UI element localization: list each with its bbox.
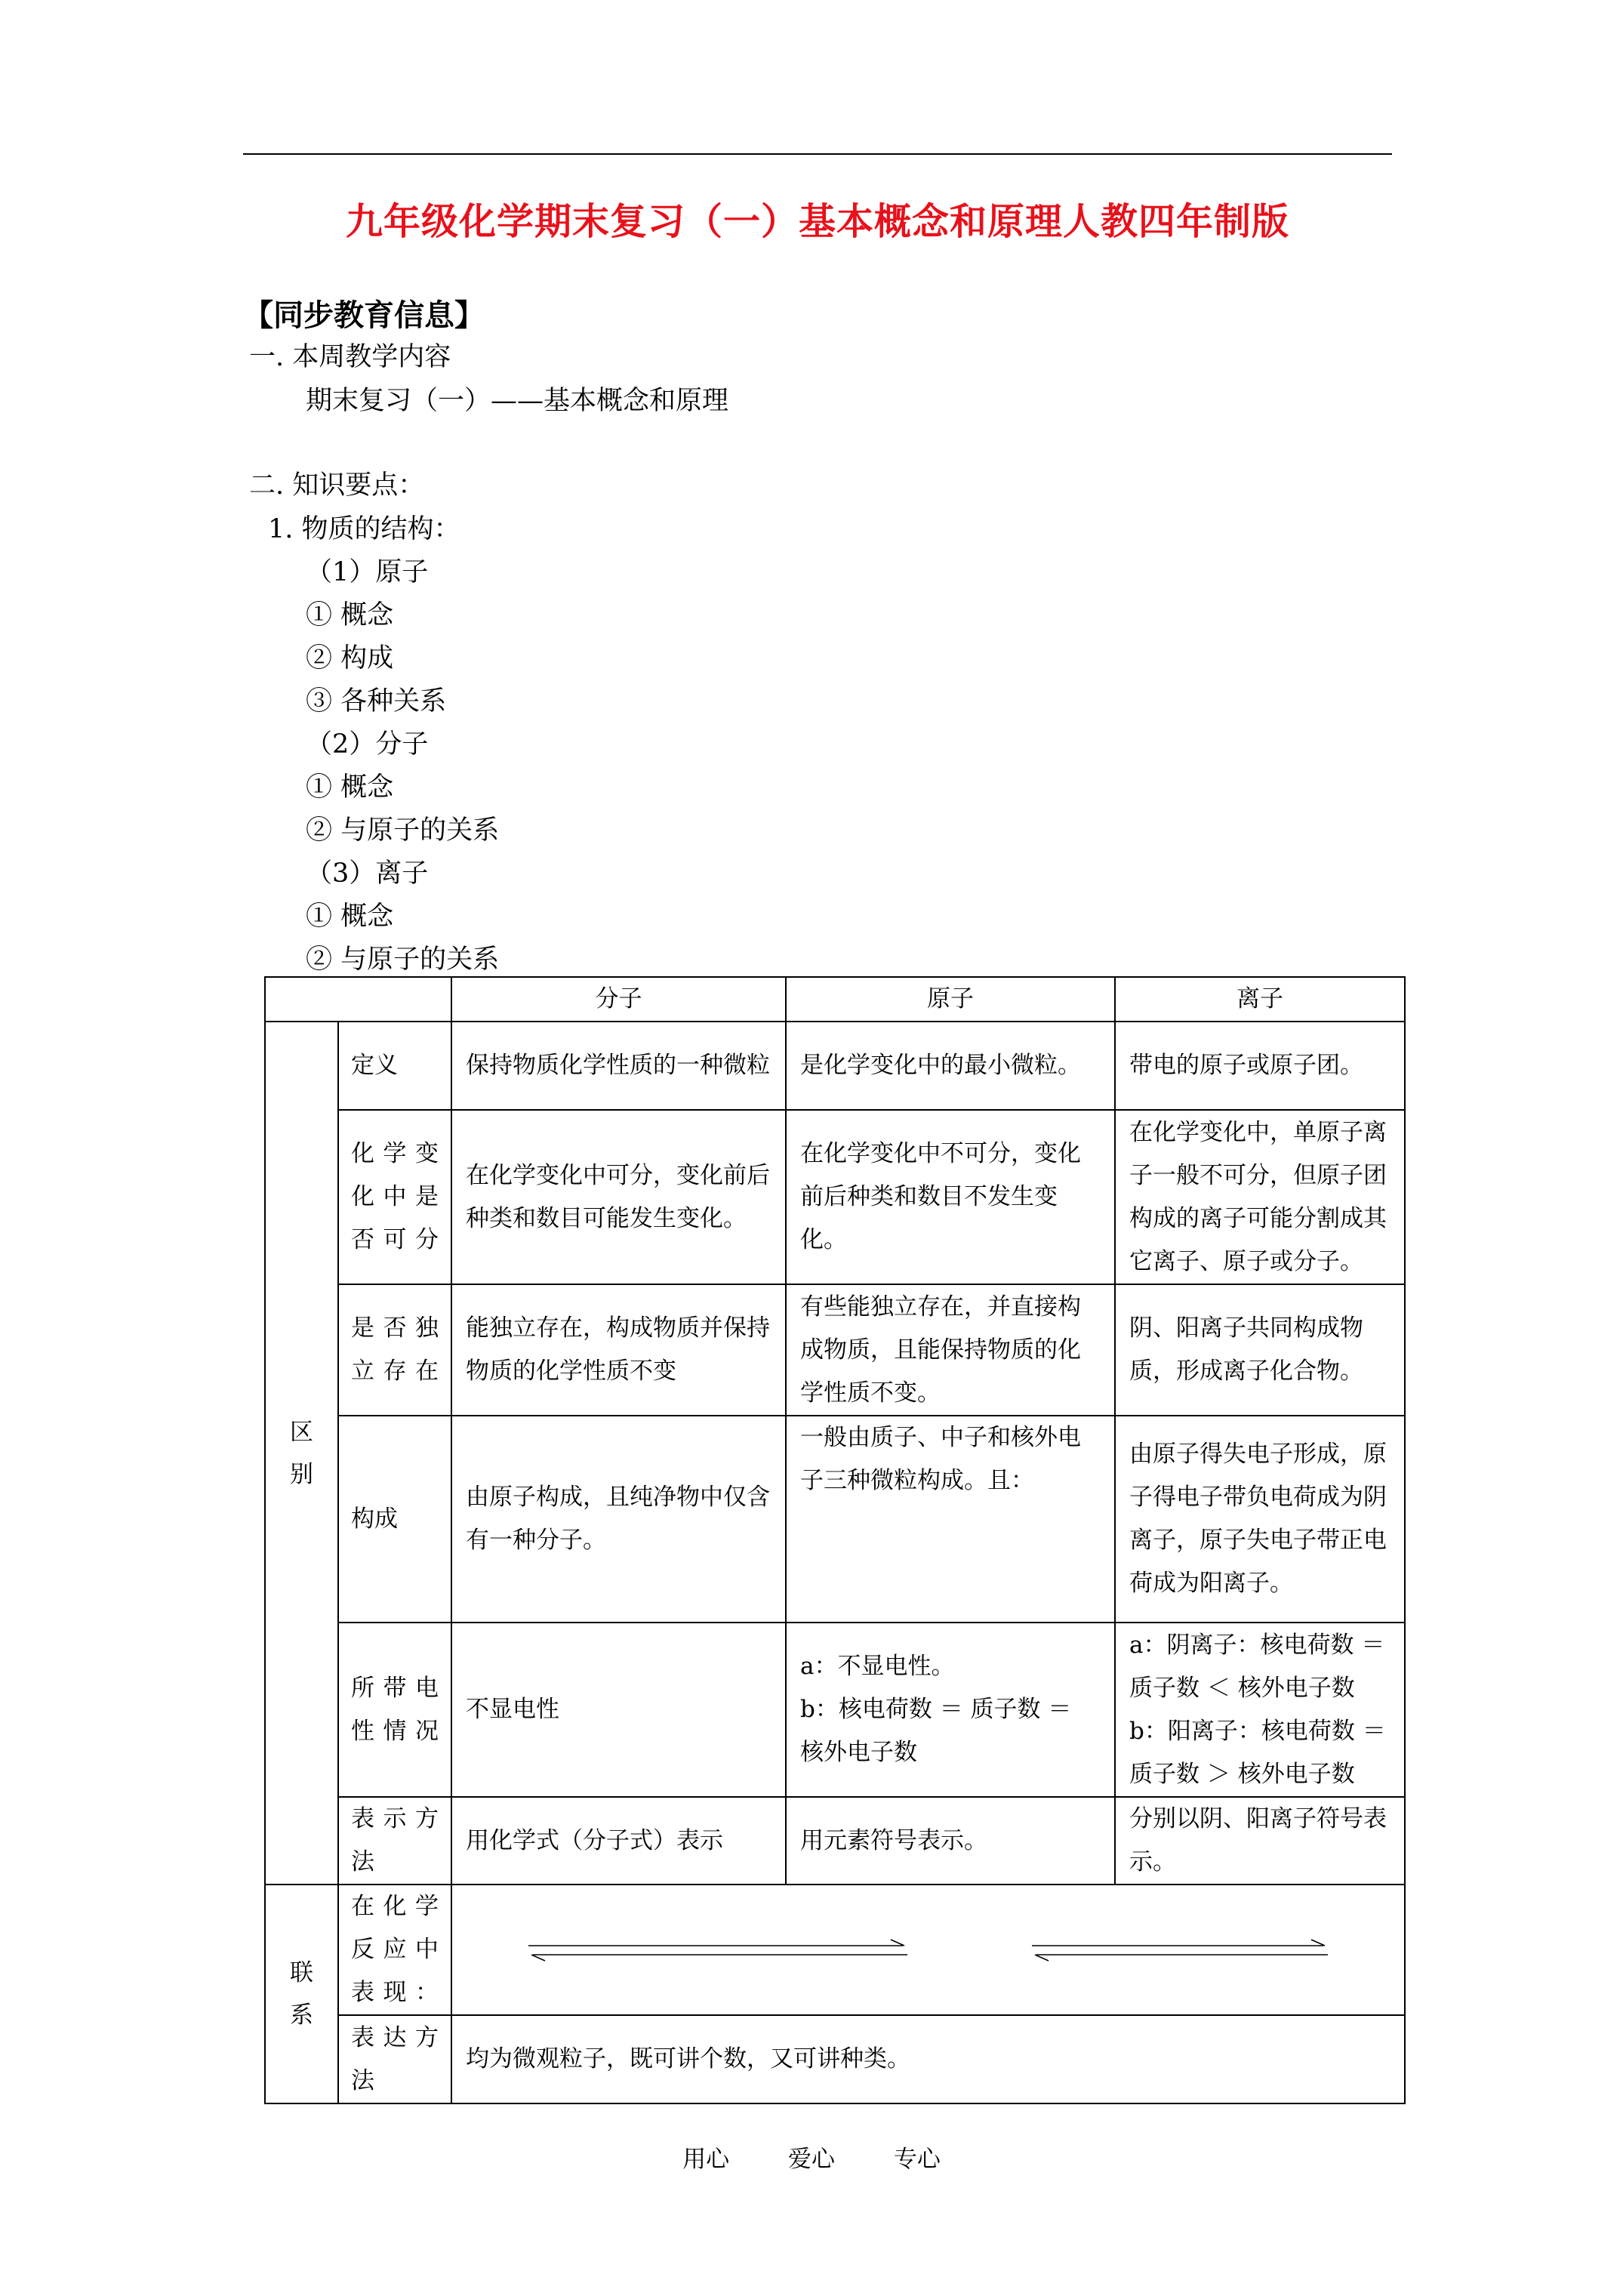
table-row-in-reaction (265, 1885, 1405, 2015)
ion-charge-a: a：阴离子：核电荷数 ＝ 质子数 ＜ 核外电子数 (1129, 1631, 1385, 1702)
outline-ion-concept: ① 概念 (306, 901, 394, 932)
outline-item-1-detail: 期末复习（一）——基本概念和原理 (306, 386, 729, 416)
outline-atom-relations: ③ 各种关系 (306, 686, 447, 717)
cell-reaction-arrows (451, 1885, 1405, 2015)
table-row-charge (265, 1623, 1405, 1797)
row-label-in-reaction: 在化学反应中表现： (338, 1885, 451, 2015)
row-label-notation: 表示方法 (338, 1797, 451, 1885)
group-label-link: 联 系 (265, 1885, 338, 2103)
atom-charge-b: b：核电荷数 ＝ 质子数 ＝ 核外电子数 (800, 1696, 1072, 1766)
header-atom: 原子 (786, 977, 1115, 1022)
cell-ion-definition: 带电的原子或原子团。 (1115, 1022, 1405, 1110)
row-label-independent: 是否独立存在 (338, 1284, 451, 1416)
cell-ion-composition: 由原子得失电子形成，原子得电子带负电荷成为阴离子，原子失电子带正电荷成为阳离子。 (1115, 1416, 1405, 1623)
equilibrium-arrow-molecule-atom-icon (525, 1935, 910, 1965)
cell-molecule-notation: 用化学式（分子式）表示 (451, 1797, 786, 1885)
cell-ion-notation: 分别以阴、阳离子符号表示。 (1115, 1797, 1405, 1885)
outline-ion-relation: ② 与原子的关系 (306, 945, 500, 975)
header-rule (243, 153, 1392, 155)
outline-item-2: 二. 知识要点： (249, 470, 425, 501)
cell-atom-independent: 有些能独立存在，并直接构成物质，且能保持物质的化学性质不变。 (786, 1284, 1115, 1416)
outline-molecule-relation: ② 与原子的关系 (306, 815, 500, 846)
cell-atom-notation: 用元素符号表示。 (786, 1797, 1115, 1885)
outline-atom-structure: ② 构成 (306, 643, 394, 673)
atom-charge-a: a：不显电性。 (800, 1653, 955, 1680)
row-label-composition: 构成 (338, 1416, 451, 1623)
header-corner (265, 977, 451, 1022)
outline-atom-concept: ① 概念 (306, 600, 394, 630)
group-label-difference: 区 别 (265, 1022, 338, 1885)
outline-ion: （3）离子 (306, 858, 429, 889)
ion-charge-b: b：阳离子：核电荷数 ＝ 质子数 ＞ 核外电子数 (1129, 1717, 1386, 1788)
row-label-charge: 所带电性情况 (338, 1623, 451, 1797)
cell-expression: 均为微观粒子，既可讲个数，又可讲种类。 (451, 2015, 1405, 2103)
cell-molecule-independent: 能独立存在，构成物质并保持物质的化学性质不变 (451, 1284, 786, 1416)
page-footer (0, 2140, 1623, 2178)
cell-atom-composition: 一般由质子、中子和核外电子三种微粒构成。且： (786, 1416, 1115, 1623)
comparison-table (264, 976, 1406, 2104)
header-ion: 离子 (1115, 977, 1405, 1022)
outline-sub-1: 1. 物质的结构： (268, 514, 460, 544)
table-row-composition (265, 1416, 1405, 1623)
cell-molecule-definition: 保持物质化学性质的一种微粒 (451, 1022, 786, 1110)
page-title: 九年级化学期末复习（一）基本概念和原理人教四年制版 (345, 199, 1289, 243)
cell-molecule-composition: 由原子构成，且纯净物中仅含有一种分子。 (451, 1416, 786, 1623)
cell-atom-divisible: 在化学变化中不可分，变化前后种类和数目不发生变化。 (786, 1110, 1115, 1284)
cell-ion-divisible: 在化学变化中，单原子离子一般不可分，但原子团构成的离子可能分割成其它离子、原子或分子。 (1115, 1110, 1405, 1284)
footer-word-3: 专心 (893, 2146, 941, 2173)
outline-item-1: 一. 本周教学内容 (249, 342, 451, 372)
cell-ion-charge (1115, 1623, 1405, 1797)
cell-atom-charge (786, 1623, 1115, 1797)
cell-molecule-divisible: 在化学变化中可分，变化前后种类和数目可能发生变化。 (451, 1110, 786, 1284)
table-row-definition (265, 1022, 1405, 1110)
row-label-definition: 定义 (338, 1022, 451, 1110)
row-label-divisible: 化学变化中是否可分 (338, 1110, 451, 1284)
cell-ion-independent: 阴、阳离子共同构成物质，形成离子化合物。 (1115, 1284, 1405, 1416)
table-row-independent (265, 1284, 1405, 1416)
table-row-notation (265, 1797, 1405, 1885)
footer-word-1: 用心 (682, 2146, 730, 2173)
outline-molecule: （2）分子 (306, 729, 429, 760)
section-heading: 【同步教育信息】 (243, 297, 485, 333)
footer-word-2: 爱心 (788, 2146, 835, 2173)
outline-atom: （1）原子 (306, 557, 429, 587)
table-header-row (265, 977, 1405, 1022)
table-row-divisible (265, 1110, 1405, 1284)
cell-atom-definition: 是化学变化中的最小微粒。 (786, 1022, 1115, 1110)
row-label-expression: 表达方法 (338, 2015, 451, 2103)
table-row-expression (265, 2015, 1405, 2103)
equilibrium-arrow-atom-ion-icon (1029, 1935, 1331, 1965)
header-molecule: 分子 (451, 977, 786, 1022)
cell-molecule-charge: 不显电性 (451, 1623, 786, 1797)
outline-molecule-concept: ① 概念 (306, 772, 394, 803)
